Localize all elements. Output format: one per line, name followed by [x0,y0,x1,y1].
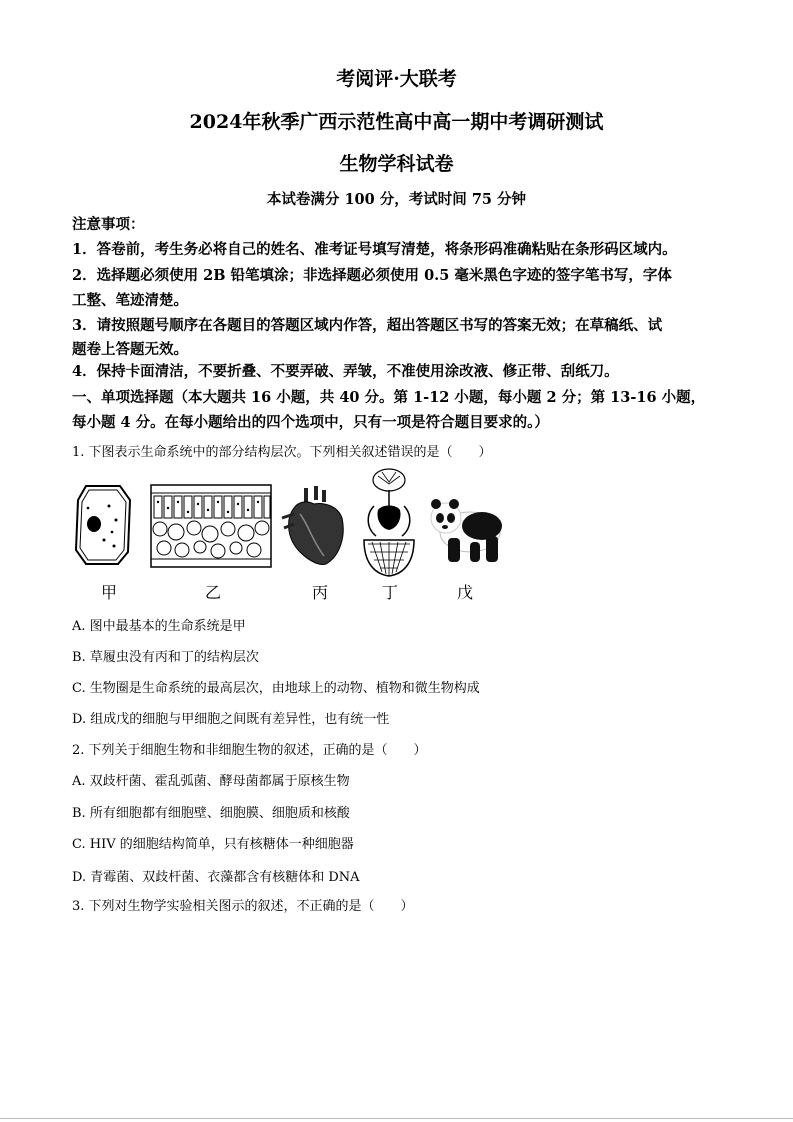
figure-label-bing: 丙 [312,583,329,602]
section-heading: 一、单项选择题（本大题共 16 小题，共 40 分。第 1-12 小题，每小题 2 分；第 13-16 小题， [72,389,706,406]
exam-title: 2024年秋季广西示范性高中高一期中考调研测试 [189,111,604,133]
panda-figure [426,488,506,564]
note-line: 1．答卷前，考生务必将自己的姓名、准考证号填写清楚，将条形码准确粘贴在条形码区域内。 [72,241,677,258]
option-b: B. 所有细胞都有细胞壁、细胞膜、细胞质和核酸 [72,806,350,821]
figure-label-wu: 戊 [457,583,474,602]
figure-label-yi: 乙 [205,583,222,602]
leaf-tissue-figure [150,484,272,568]
note-line: 工整、笔迹清楚。 [72,292,188,309]
exam-brand: 考阅评·大联考 [336,68,457,90]
note-line: 4．保持卡面清洁，不要折叠、不要弄破、弄皱，不准使用涂改液、修正带、刮纸刀。 [72,363,619,380]
heart-figure [280,484,350,568]
page-bottom-rule [0,1118,793,1119]
notes-heading: 注意事项： [72,216,145,233]
exam-info: 本试卷满分 100 分，考试时间 75 分钟 [266,191,527,208]
question-2-stem: 2. 下列关于细胞生物和非细胞生物的叙述，正确的是（ ） [72,743,427,758]
question-1-stem: 1. 下图表示生命系统中的部分结构层次。下列相关叙述错误的是（ ） [72,445,492,460]
note-line: 题卷上答题无效。 [72,341,188,358]
plant-cell-figure [72,482,134,568]
option-d: D. 组成戊的细胞与甲细胞之间既有差异性，也有统一性 [72,712,390,727]
figure-label-jia: 甲 [101,583,118,602]
option-c: C. 生物圈是生命系统的最高层次，由地球上的动物、植物和微生物构成 [72,681,480,696]
option-a: A. 双歧杆菌、霍乱弧菌、酵母菌都属于原核生物 [72,774,350,789]
option-a: A. 图中最基本的生命系统是甲 [72,619,246,634]
figure-label-ding: 丁 [382,583,399,602]
question-3-stem: 3. 下列对生物学实验相关图示的叙述，不正确的是（ ） [72,899,414,914]
option-d: D. 青霉菌、双歧杆菌、衣藻都含有核糖体和 DNA [72,870,360,885]
option-c: C. HIV 的细胞结构简单，只有核糖体一种细胞器 [72,837,354,852]
subject-title: 生物学科试卷 [339,153,454,175]
note-line: 3．请按照题号顺序在各题目的答题区域内作答，超出答题区书写的答案无效；在草稿纸、试 [72,317,663,334]
circulatory-system-figure [358,466,420,578]
option-b: B. 草履虫没有丙和丁的结构层次 [72,650,259,665]
section-heading-cont: 每小题 4 分。在每小题给出的四个选项中，只有一项是符合题目要求的。） [72,414,549,431]
note-line: 2．选择题必须使用 2B 铅笔填涂；非选择题必须使用 0.5 毫米黑色字迹的签字笔书写，字体 [72,267,672,284]
